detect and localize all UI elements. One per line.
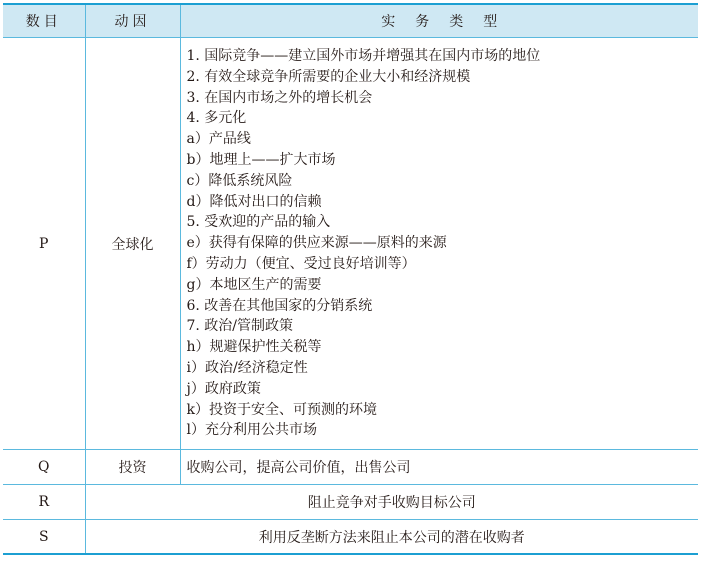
list-item: h）规避保护性关税等 — [186, 339, 322, 356]
list-item: a）产品线 — [186, 131, 251, 148]
row-driver: 投资 — [85, 450, 180, 485]
list-item: l）充分利用公共市场 — [186, 422, 317, 439]
row-code: Q — [3, 450, 85, 485]
list-item: 4. 多元化 — [186, 110, 247, 127]
table-row-p — [3, 38, 698, 450]
practice-types-table — [3, 3, 698, 555]
header-driver: 动因 — [85, 4, 180, 38]
header-practice-type: 实务类型 — [180, 4, 698, 38]
row-code: P — [3, 38, 85, 450]
list-item: 7. 政治/管制政策 — [186, 318, 294, 335]
table-row-r — [3, 485, 698, 520]
row-code: S — [3, 520, 85, 555]
list-item: g）本地区生产的需要 — [186, 276, 322, 293]
list-item: c）降低系统风险 — [186, 172, 293, 189]
list-item: 6. 改善在其他国家的分销系统 — [186, 297, 373, 314]
practice-list — [180, 38, 698, 450]
list-item: i）政治/经济稳定性 — [186, 359, 308, 376]
list-item: 1. 国际竞争——建立国外市场并增强其在国内市场的地位 — [186, 48, 541, 64]
table-row-q — [3, 450, 698, 485]
list-item: b）地理上——扩大市场 — [186, 151, 336, 168]
list-item: d）降低对出口的信赖 — [186, 193, 322, 210]
row-practice: 阻止竞争对手收购目标公司 — [85, 485, 698, 520]
list-item: f）劳动力（便宜、受过良好培训等） — [186, 255, 416, 272]
list-item: 3. 在国内市场之外的增长机会 — [186, 89, 373, 106]
list-item: j）政府政策 — [186, 380, 261, 397]
list-item: e）获得有保障的供应来源——原料的来源 — [186, 235, 447, 252]
list-item: 5. 受欢迎的产品的输入 — [186, 214, 331, 231]
list-item: 2. 有效全球竞争所需要的企业大小和经济规模 — [186, 68, 471, 85]
row-practice: 收购公司，提高公司价值，出售公司 — [180, 450, 698, 485]
row-driver: 全球化 — [85, 38, 180, 450]
row-practice: 利用反垄断方法来阻止本公司的潜在收购者 — [85, 520, 698, 555]
header-row — [3, 4, 698, 38]
list-item: k）投资于安全、可预测的环境 — [186, 401, 377, 418]
table-row-s — [3, 520, 698, 555]
header-number: 数目 — [3, 4, 85, 38]
row-code: R — [3, 485, 85, 520]
